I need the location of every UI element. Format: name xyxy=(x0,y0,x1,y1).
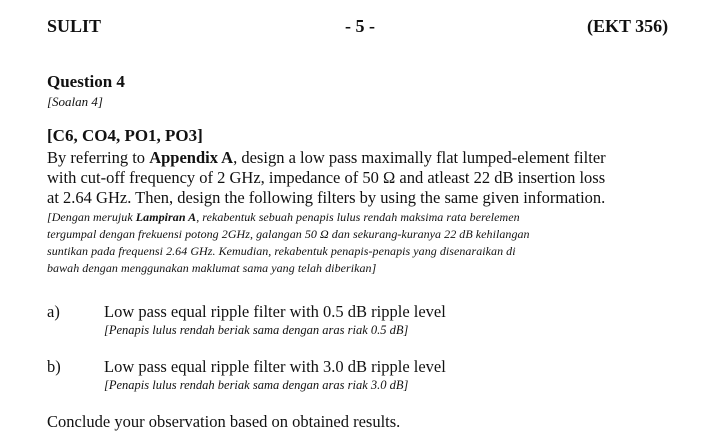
question-title: Question 4 xyxy=(47,72,125,91)
cut-off-text xyxy=(47,435,467,441)
appendix-reference: Appendix A xyxy=(149,148,234,167)
question-subtitle: [Soalan 4] xyxy=(47,94,103,109)
header-course-code: (EKT 356) xyxy=(587,16,669,36)
malay-line-2: tergumpal dengan frekuensi potong 2GHz, galangan 50 Ω dan sekurang-kuranya 22 dB kehilangan xyxy=(47,227,530,241)
malay-line-1 xyxy=(47,210,520,225)
malay-line-3: suntikan pada frequensi 2.64 GHz. Kemudian, rekabentuk penapis-penapis yang disenaraikan di xyxy=(47,244,516,258)
item-b-malay: [Penapis lulus rendah beriak sama dengan aras riak 3.0 dB] xyxy=(104,378,409,392)
item-b-label: b) xyxy=(47,357,61,376)
item-b-text: Low pass equal ripple filter with 3.0 dB ripple level xyxy=(104,357,446,376)
item-a-label: a) xyxy=(47,302,60,321)
conclusion-text: Conclude your observation based on obtained results. xyxy=(47,412,401,431)
english-line-2: with cut-off frequency of 2 GHz, impedance of 50 Ω and atleast 22 dB insertion loss xyxy=(47,168,606,187)
item-a-text: Low pass equal ripple filter with 0.5 dB ripple level xyxy=(104,302,446,321)
english-line-1 xyxy=(47,148,606,168)
english-line-1-post: , design a low pass maximally flat lumped-element filter xyxy=(233,148,606,167)
malay-line-1-pre: [Dengan merujuk xyxy=(47,210,136,224)
header-page-number: - 5 - xyxy=(345,16,375,36)
english-line-3: at 2.64 GHz. Then, design the following filters by using the same given information. xyxy=(47,188,606,207)
english-line-1-pre: By referring to xyxy=(47,148,150,167)
outcome-codes: [C6, CO4, PO1, PO3] xyxy=(47,126,203,145)
malay-line-4: bawah dengan menggunakan maklumat sama yang telah diberikan] xyxy=(47,261,377,275)
item-a-malay: [Penapis lulus rendah beriak sama dengan aras riak 0.5 dB] xyxy=(104,323,409,337)
cut-off-text-line xyxy=(47,435,467,441)
header-sulit: SULIT xyxy=(47,16,102,36)
malay-line-1-post: , rekabentuk sebuah penapis lulus rendah maksima rata berelemen xyxy=(196,210,520,224)
lampiran-reference: Lampiran A xyxy=(135,210,197,224)
